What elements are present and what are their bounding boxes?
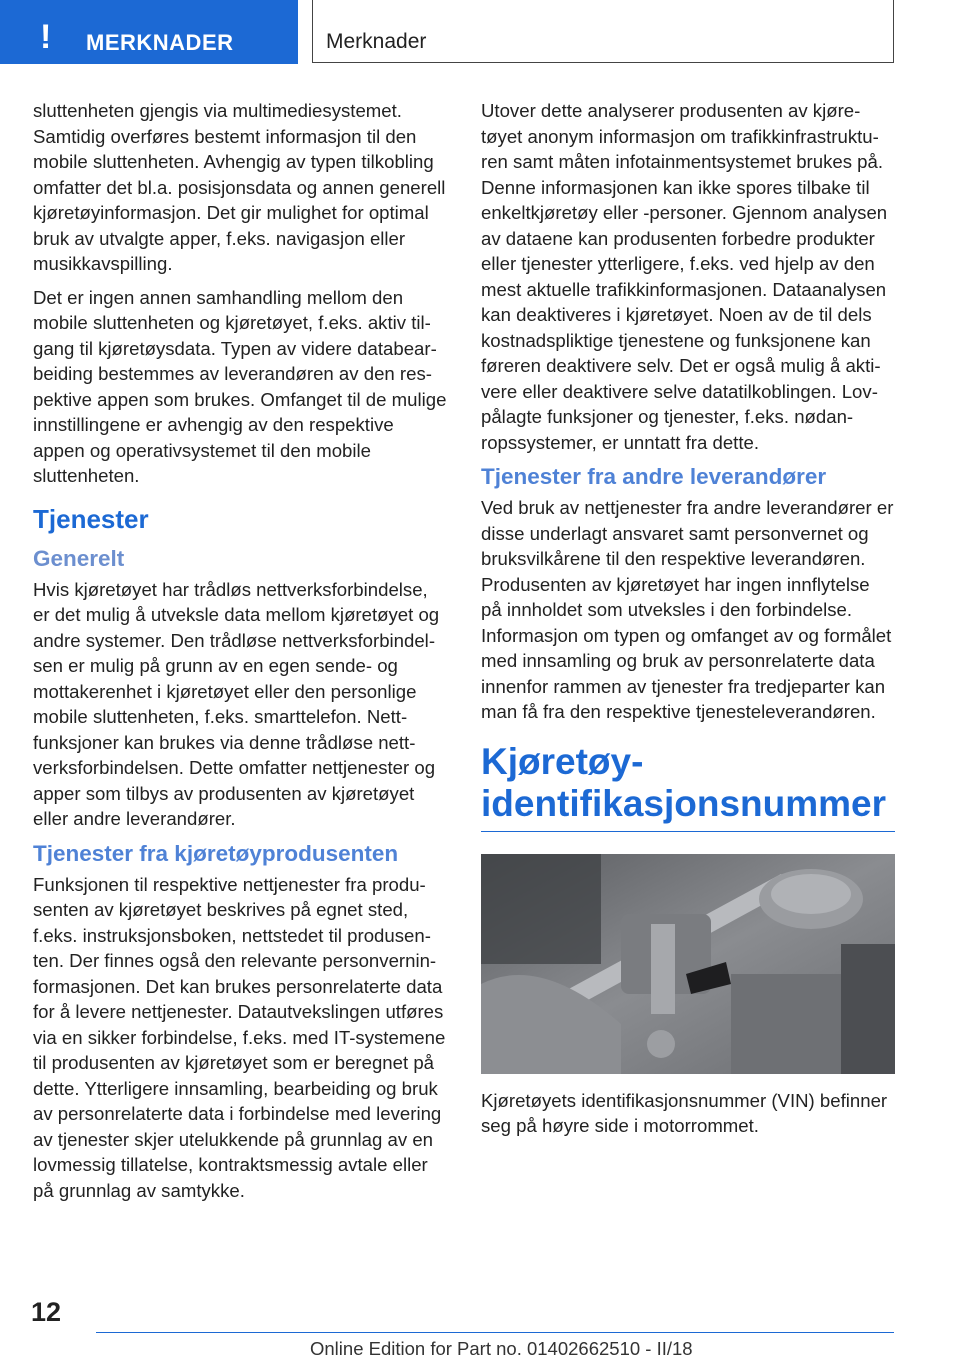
paragraph: Det er ingen annen samhandling mellom den mobile sluttenheten og kjøretøyet, f.eks. aktiv tilgang til kjøretøysdata. Typen av videre databearbeiding bestemmes av leverandøren av den respektive appen som brukes. Omfanget til de mulige innstillingene er avhengig av den respektive appen og operativsystemet til den mobile sluttenheten. [33, 286, 447, 486]
footer-divider [96, 1332, 894, 1333]
left-column [33, 98, 447, 1211]
engine-bay-photo [481, 854, 895, 1074]
page-title: Merknader [326, 30, 427, 53]
heading-generelt: Generelt [33, 545, 125, 571]
warning-icon: ! [40, 18, 52, 56]
heading-tjenester-andre: Tjenester fra andre leverandører [481, 464, 827, 489]
heading-vin-line1: Kjøretøy- [481, 740, 644, 782]
paragraph: sluttenheten gjengis via multimediesystemet. Samtidig overføres bestemt informasjon til den mobile sluttenheten. Avhengig av typen tilkobling omfatter det bl.a. posisjonsdata og annen generell kjøretøyinformasjon. Det gir mulighet for optimal bruk av utvalgte apper, f.eks. navigasjon eller musikkavspilling. [33, 100, 446, 274]
paragraph: Funksjonen til respektive nettjenester fra produsenten av kjøretøyet beskrives på egnet sted, f.eks. instruksjonsboken, nettstedet til produsenten. Der finnes også den relevante personverninformasjonen. Det kan brukes personrelaterte data for å levere nettjenester. Datautvekslingen utføres via en sikker forbindelse, f.eks. med IT-systemene til produsenten av kjøretøyet som er beregnet på dette. Ytterligere innsamling, bearbeiding og bruk av personrelaterte data i forbindelse med levering av tjenester skjer utelukkende på grunnlag av en lovmessig tillatelse, kontraktsmessig avtale eller på grunnlag av samtykke. [33, 873, 446, 1201]
heading-tjenester-fra-produsent: Tjenester fra kjøretøyprodusenten [33, 840, 399, 866]
edition-footer: Online Edition for Part no. 01402662510 - II/18 [310, 1338, 693, 1359]
heading-tjenester: Tjenester [33, 503, 149, 534]
paragraph: Hvis kjøretøyet har trådløs nettverksforbindelse, er det mulig å utveksle data mellom kjøretøyet og andre systemer. Den trådløse nettverksforbindelsen er mulig på grunn av en egen sende- og mottakerenhet i kjøretøyet eller den personlige mobile sluttenheten, f.eks. smarttelefon. Nettfunksjoner kan brukes via denne trådløse nettverksforbindelsen. Dette omfatter nettjenester og apper som tilbys av produsenten av kjøretøyet eller andre leverandører. [33, 578, 440, 829]
paragraph: Ved bruk av nettjenester fra andre leverandører er disse underlagt ansvaret samt personvernet og bruksvilkårene til den respektive leverandøren. Produsenten av kjøretøyet har ingen innflytelse på innholdet som utveksles i den forbindelse. Informasjon om typen og omfanget av og formålet med innsamling og bruk av personrelaterte data innenfor rammen av tjenester fra tredjeparter kan man få fra den respektive tjenesteleverandøren. [481, 497, 894, 722]
heading-vin-line2: identifikasjonsnummer [481, 782, 887, 824]
paragraph: Utover dette analyserer produsenten av kjøretøyet anonym informasjon om trafikkinfrastrukturen samt måten infotainmentsystemet brukes på. Denne informasjonen kan ikke spores tilbake til enkeltkjøretøy eller -personer. Gjennom analysen av dataene kan produsenten forbedre produkter eller tjenester ytterligere, f.eks. ved hjelp av den mest aktuelle trafikkinformasjonen. Dataanalysen kan deaktiveres i kjøretøyet. Noen av de til dels kostnadspliktige tjenestene og funksjonene kan føreren deaktivere selv. Det er også mulig å aktivere eller deaktivere selve datatilkoblingen. Lovpålagte funksjoner og tjenester, f.eks. nødanropssystemer, er unntatt fra dette. [481, 100, 888, 453]
right-column [481, 98, 895, 1147]
section-tab [0, 0, 298, 64]
heading-vin [481, 741, 895, 832]
paragraph: Kjøretøyets identifikasjonsnummer (VIN) befinner seg på høyre side i motorrommet. [481, 1089, 888, 1136]
section-label: MERKNADER [86, 30, 234, 55]
page-number: 12 [31, 1297, 62, 1327]
